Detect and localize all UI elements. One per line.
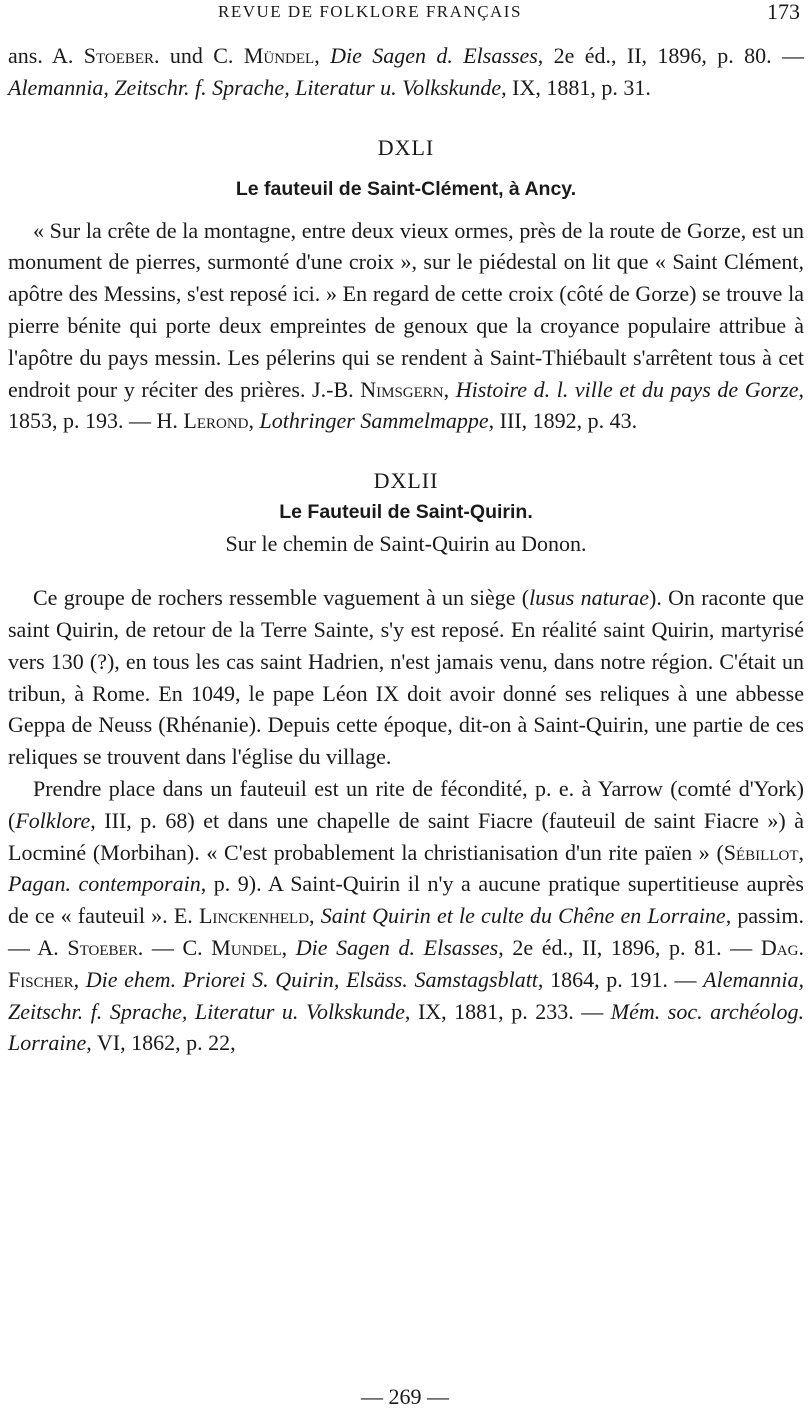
section-numeral: DXLI (377, 134, 435, 160)
running-title: REVUE DE FOLKLORE FRANÇAIS (218, 2, 522, 21)
author-name: Stoeber (83, 43, 155, 68)
work-title: Die Sagen d. Elsasses (330, 43, 538, 68)
author-name: Lerond (183, 408, 249, 434)
section-numeral: DXLII (373, 468, 439, 494)
intro-paragraph: ans. A. Stoeber. und C. Mündel, Die Sagen d. Elsasses, 2e éd., II, 1896, p. 80. — Alemannia, Zeitschr. f. Sprache, Literatur u. Volkskunde, IX, 1881, p. 31. (8, 43, 805, 100)
section-paragraph: Ce groupe de rochers ressemble vaguement à un siège (lusus naturae). On raconte que saint Quirin, de retour de la Terre Sainte, s'y est reposé. En réalité saint Quirin, martyrisé vers 130 (?), en tous les cas saint Hadrien, n'est jamais venu, dans notre région. C'était un tribun, à Rome. En 1049, le pape Léon IX doit avoir donné ses reliques à une abbesse Geppa de Neuss (Rhénanie). Depuis cette époque, dit-on à Saint-Quirin, une partie de ces reliques se trouvent dans l'église du village. (8, 585, 804, 770)
author-name: Mündel (243, 43, 315, 68)
page-body (8, 40, 804, 1059)
section-title: Le fauteuil de Saint-Clément, à Ancy. (235, 177, 577, 200)
section-paragraph: Prendre place dans un fauteuil est un rite de fécondité, p. e. à Yarrow (comté d'York) (Folklore, III, p. 68) et dans une chapelle de saint Fiacre (fauteuil de saint Fiacre ») à Locminé (Morbihan). « C'est probablement la christianisation d'un rite païen » (Sébillot, Pagan. contemporain, p. 9). A Saint-Quirin il n'y a aucune pratique supertitieuse auprès de ce « fauteuil ». E. Linckenheld, Saint Quirin et le culte du Chêne en Lorraine, passim. — A. Stoeber. — C. Mundel, Die Sagen d. Elsasses, 2e éd., II, 1896, p. 81. — Dag. Fischer, Die ehem. Priorei S. Quirin, Elsäss. Samstagsblatt, 1864, p. 191. — Alemannia, Zeitschr. f. Sprache, Literatur u. Volkskunde, IX, 1881, p. 233. — Mém. soc. archéolog. Lorraine, VI, 1862, p. 22, (8, 775, 804, 1056)
section-subtitle: Sur le chemin de Saint-Quirin au Donon. (225, 531, 587, 557)
section-paragraph: « Sur la crête de la montagne, entre deux vieux ormes, près de la route de Gorze, est un monument de pierres, surmonté d'une croix », sur le piédestal on lit que « Saint Clément, apôtre des Messins, s'est reposé ici. » En regard de cette croix (côté de Gorze) se trouve la pierre bénite qui porte deux empreintes de genoux que la croyance populaire attribue à l'apôtre du pays messin. Les pélerins qui se rendent à Saint-Thiébault s'arrêtent tous à cet endroit pour y réciter des prières. J.-B. Nimsgern, Histoire d. l. ville et du pays de Gorze, 1853, p. 193. — H. Lerond, Lothringer Sammelmappe, III, 1892, p. 43. (8, 217, 804, 434)
work-title: Lothringer Sammelmappe (259, 408, 489, 434)
author-name: Nimsgern (360, 376, 444, 402)
section-title: Le Fauteuil de Saint-Quirin. (279, 501, 533, 524)
page-number: 173 (767, 0, 800, 24)
work-title: Histoire d. l. ville et du pays de Gorze (455, 376, 799, 402)
folio: — 269 — (361, 1384, 449, 1409)
running-header (0, 0, 810, 26)
work-title: Alemannia, Zeitschr. f. Sprache, Literatur u. Volkskunde (8, 74, 502, 100)
